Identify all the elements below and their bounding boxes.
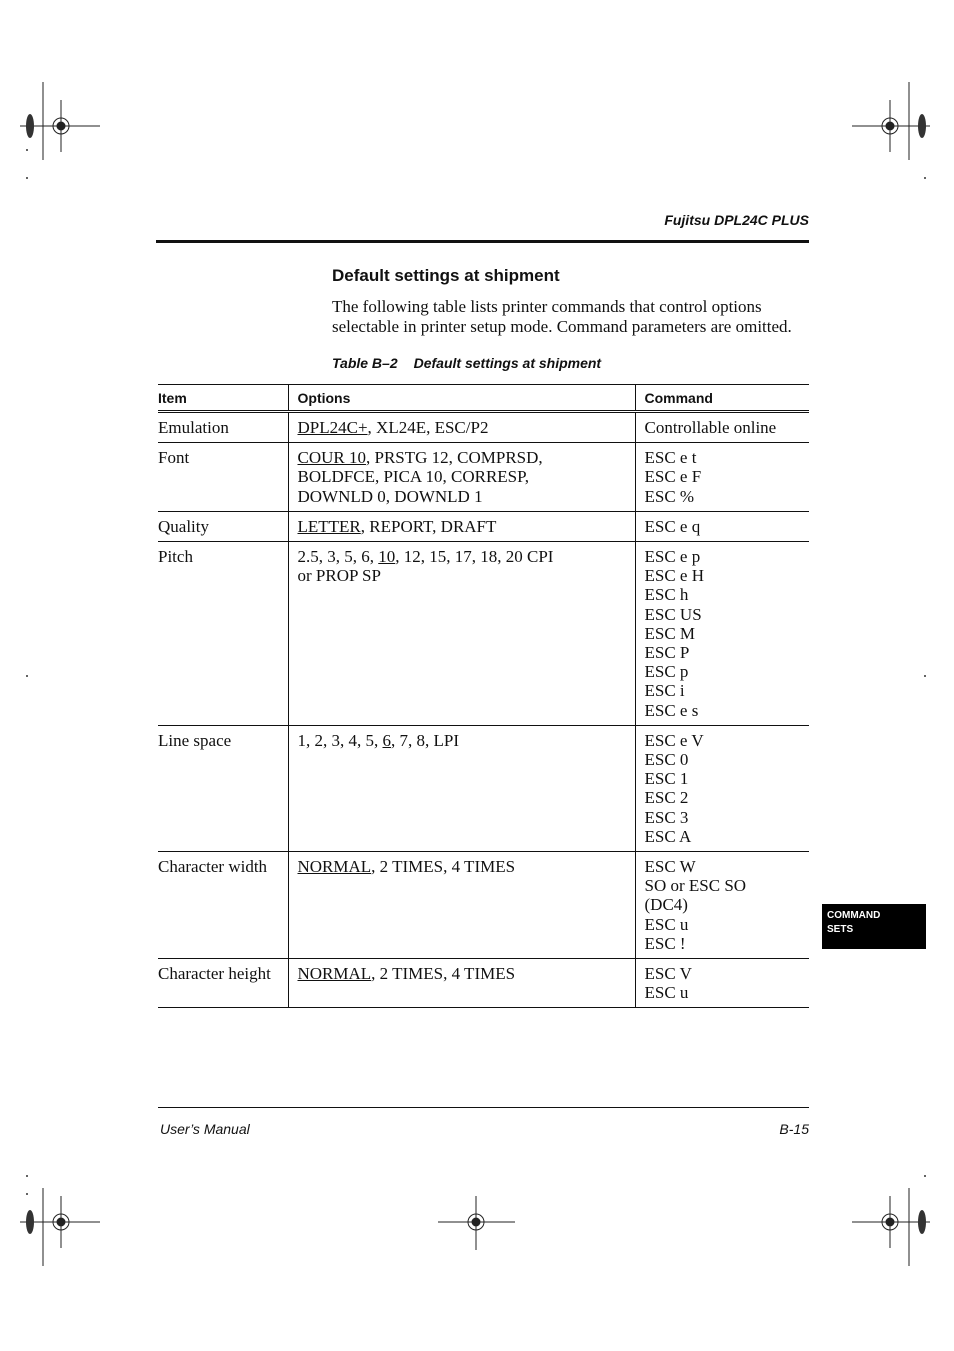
command-line: ESC 1 — [644, 769, 689, 789]
command-line: ESC e s — [644, 700, 699, 720]
cell-item: Pitch — [158, 542, 288, 726]
cell-options — [288, 959, 635, 1008]
cell-command — [635, 511, 809, 541]
command-line: ESC V — [644, 964, 692, 984]
command-line: ESC i — [644, 681, 685, 701]
option-text: , PRSTG 12, COMPRSD, — [365, 448, 543, 468]
options-line — [298, 857, 631, 876]
section-tab — [822, 904, 926, 949]
table-row — [158, 852, 809, 959]
cell-item: Quality — [158, 511, 288, 541]
default-option: 10 — [378, 547, 396, 567]
option-text: 1, 2, 3, 4, 5, — [297, 730, 383, 750]
command-line: ESC e H — [644, 566, 704, 586]
page-number: B-15 — [779, 1121, 809, 1137]
cell-command — [635, 443, 809, 512]
header-command: Command — [635, 385, 809, 412]
default-option: DPL24C+ — [297, 418, 368, 437]
command-line: (DC4) — [644, 895, 688, 915]
option-text: or PROP SP — [297, 566, 381, 586]
cell-options — [288, 412, 635, 443]
options-line — [298, 964, 631, 983]
option-text: BOLDFCE, PICA 10, CORRESP, — [297, 467, 529, 487]
table-body — [158, 412, 809, 1008]
command-line: ESC e p — [644, 547, 701, 567]
command-line: ESC u — [644, 914, 689, 934]
command-line: ESC A — [644, 826, 692, 846]
option-text: , 2 TIMES, 4 TIMES — [371, 964, 516, 984]
options-line — [298, 517, 631, 536]
command-line: ESC ! — [644, 933, 686, 953]
section-tab-line1: COMMAND — [827, 910, 881, 921]
option-text: 2.5, 3, 5, 6, — [297, 547, 379, 567]
options-line — [298, 566, 631, 585]
table-row — [158, 959, 809, 1008]
command-line: SO or ESC SO — [644, 876, 747, 896]
intro-paragraph: The following table lists printer commands that control options selectable in printer setup mode. Command parameters are omitted. — [332, 297, 792, 336]
default-option: NORMAL — [297, 857, 372, 877]
header-rule — [156, 240, 809, 243]
command-line: ESC u — [644, 983, 689, 1003]
command-line: ESC 2 — [644, 788, 689, 808]
cell-options — [288, 725, 635, 851]
command-line: ESC W — [644, 857, 696, 877]
settings-table — [158, 384, 809, 1008]
cell-command — [635, 412, 809, 443]
cell-item: Emulation — [158, 412, 288, 443]
options-line — [298, 467, 631, 486]
default-option: COUR 10 — [297, 448, 366, 468]
options-line — [298, 731, 631, 750]
command-line: ESC e q — [644, 516, 701, 536]
table-row — [158, 511, 809, 541]
cell-item: Character height — [158, 959, 288, 1008]
option-text: , XL24E, ESC/P2 — [367, 418, 489, 437]
section-title: Default settings at shipment — [332, 266, 560, 285]
section-tab-label — [822, 904, 926, 937]
header-item: Item — [158, 385, 288, 412]
command-line: ESC P — [644, 643, 690, 663]
command-line: ESC p — [644, 662, 689, 682]
options-line — [298, 418, 631, 437]
cell-options — [288, 511, 635, 541]
command-line: ESC US — [644, 604, 702, 624]
command-line: ESC e V — [644, 730, 704, 750]
command-line: ESC % — [644, 486, 695, 506]
footer-rule — [158, 1107, 809, 1108]
options-line — [298, 487, 631, 506]
command-line: Controllable online — [644, 418, 777, 437]
options-line — [298, 448, 631, 467]
default-option: LETTER — [297, 516, 361, 536]
cell-item: Font — [158, 443, 288, 512]
cell-command — [635, 852, 809, 959]
table-caption — [332, 355, 601, 371]
command-line: ESC M — [644, 623, 696, 643]
default-option: NORMAL — [297, 964, 372, 984]
cell-command — [635, 725, 809, 851]
caption-number: Table B–2 — [332, 355, 398, 371]
table-row — [158, 725, 809, 851]
option-text: , 12, 15, 17, 18, 20 CPI — [395, 547, 554, 567]
caption-title: Default settings at shipment — [413, 355, 602, 371]
option-text: , REPORT, DRAFT — [360, 516, 497, 536]
option-text: , 7, 8, LPI — [391, 730, 459, 750]
table-header-row — [158, 385, 809, 412]
cell-command — [635, 959, 809, 1008]
table-row — [158, 542, 809, 726]
options-line — [298, 547, 631, 566]
command-line: ESC 0 — [644, 750, 689, 770]
cell-item: Character width — [158, 852, 288, 959]
option-text: DOWNLD 0, DOWNLD 1 — [297, 486, 483, 506]
default-option: 6 — [382, 730, 391, 750]
command-line: ESC h — [644, 585, 689, 605]
table-row — [158, 412, 809, 443]
cell-item: Line space — [158, 725, 288, 851]
command-line: ESC e t — [644, 448, 697, 468]
running-header: Fujitsu DPL24C PLUS — [664, 212, 809, 228]
cell-options — [288, 852, 635, 959]
cell-options — [288, 443, 635, 512]
header-options: Options — [288, 385, 635, 412]
section-tab-line2: SETS — [827, 924, 854, 935]
cell-options — [288, 542, 635, 726]
table-row — [158, 443, 809, 512]
command-line: ESC e F — [644, 467, 702, 487]
footer-manual-title: User’s Manual — [160, 1121, 250, 1137]
command-line: ESC 3 — [644, 807, 689, 827]
cell-command — [635, 542, 809, 726]
option-text: , 2 TIMES, 4 TIMES — [371, 857, 516, 877]
